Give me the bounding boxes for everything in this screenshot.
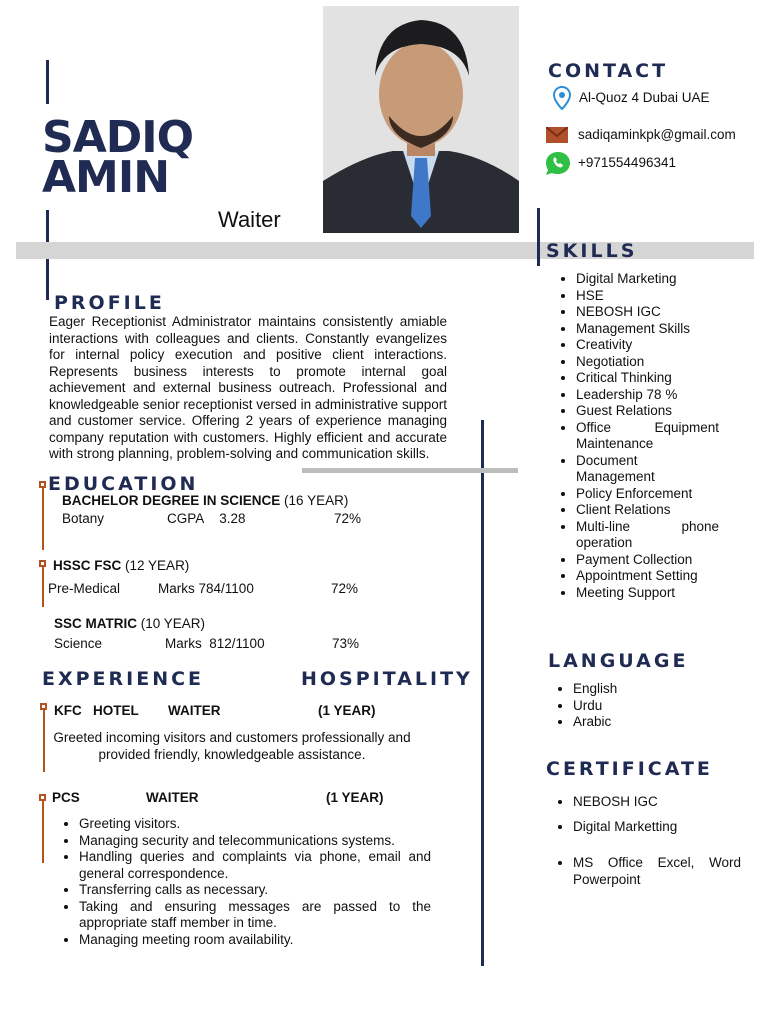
experience-timeline-marker bbox=[39, 794, 46, 801]
experience-heading: EXPERIENCE bbox=[42, 668, 205, 690]
degree-title: HSSC FSC bbox=[53, 558, 122, 573]
skill-item: • NEBOSH IGC bbox=[576, 304, 719, 321]
education-heading: EDUCATION bbox=[48, 473, 199, 495]
experience-timeline-marker bbox=[40, 703, 47, 710]
duty-item: • Handling queries and complaints via phone, email and general correspondence. bbox=[79, 849, 431, 882]
degree-years: (12 YEAR) bbox=[125, 558, 190, 573]
job-1-summary: Greeted incoming visitors and customers professionally and provided friendly, knowledgeable assistance. bbox=[53, 730, 411, 762]
language-item: • Urdu bbox=[573, 698, 703, 715]
certificate-item: • Digital Marketting bbox=[573, 819, 741, 836]
experience-timeline-line bbox=[42, 801, 44, 863]
duty-item: • Managing meeting room availability. bbox=[79, 932, 431, 949]
education-entry-1 bbox=[62, 493, 442, 510]
score-value: 812/1100 bbox=[209, 636, 265, 651]
skill-item: • Document Management bbox=[576, 453, 719, 486]
skill-item: • Negotiation bbox=[576, 354, 719, 371]
job-2-duties bbox=[59, 816, 431, 948]
skill-item: • Management Skills bbox=[576, 321, 719, 338]
whatsapp-icon bbox=[544, 150, 572, 176]
envelope-icon bbox=[546, 127, 568, 143]
duty-item: • Managing security and telecommunications systems. bbox=[79, 833, 431, 850]
skills-heading: SKILLS bbox=[546, 240, 638, 262]
language-heading: LANGUAGE bbox=[548, 650, 689, 672]
company-name: KFC bbox=[54, 703, 82, 718]
education-timeline-marker bbox=[39, 560, 46, 567]
language-list bbox=[553, 681, 703, 731]
score-value: 3.28 bbox=[219, 511, 246, 526]
job-2-duration: (1 YEAR) bbox=[326, 790, 384, 805]
education-score-2 bbox=[158, 581, 254, 598]
language-item: • Arabic bbox=[573, 714, 703, 731]
skill-item: • Guest Relations bbox=[576, 403, 719, 420]
skill-item: • Client Relations bbox=[576, 502, 719, 519]
skill-item: • Payment Collection bbox=[576, 552, 719, 569]
job-1-position: WAITER bbox=[168, 703, 221, 718]
degree-years: (10 YEAR) bbox=[140, 616, 206, 631]
person-portrait-icon bbox=[323, 6, 519, 233]
score-label: Marks bbox=[165, 636, 202, 651]
skill-item: • Appointment Setting bbox=[576, 568, 719, 585]
experience-timeline-line bbox=[43, 710, 45, 772]
hospitality-heading: HOSPITALITY bbox=[301, 668, 473, 690]
job-2-company: PCS bbox=[52, 790, 80, 805]
contact-address bbox=[553, 86, 710, 110]
score-label: CGPA bbox=[167, 511, 205, 526]
right-column-divider bbox=[537, 208, 540, 266]
job-1-duration: (1 YEAR) bbox=[318, 703, 376, 718]
job-1-company bbox=[54, 703, 139, 720]
duty-item: • Taking and ensuring messages are passed to the appropriate staff member in time. bbox=[79, 899, 431, 932]
education-score-1 bbox=[167, 511, 246, 528]
education-timeline-marker bbox=[39, 481, 46, 488]
profile-heading: PROFILE bbox=[54, 292, 165, 314]
job-2-position: WAITER bbox=[146, 790, 199, 805]
skills-list bbox=[556, 271, 719, 601]
score-value: 784/1100 bbox=[198, 581, 254, 596]
education-score-3 bbox=[165, 636, 265, 653]
email-text[interactable]: sadiqaminkpk@gmail.com bbox=[578, 127, 736, 142]
skill-item: • Critical Thinking bbox=[576, 370, 719, 387]
job-role: Waiter bbox=[218, 207, 281, 232]
skill-item: • Policy Enforcement bbox=[576, 486, 719, 503]
top-left-vertical-line bbox=[46, 60, 49, 104]
skill-item: • Office Equipment Maintenance bbox=[576, 420, 719, 453]
subject: Botany bbox=[62, 511, 105, 526]
skill-item: • Meeting Support bbox=[576, 585, 719, 602]
center-column-divider bbox=[481, 420, 484, 966]
skill-item: • Multi-line phone operation bbox=[576, 519, 719, 552]
certificate-heading: CERTIFICATE bbox=[546, 758, 713, 780]
certificate-item: • NEBOSH IGC bbox=[573, 794, 741, 811]
last-name: AMIN bbox=[42, 152, 170, 203]
education-pct-1: 72% bbox=[334, 511, 362, 526]
language-item: • English bbox=[573, 681, 703, 698]
duty-item: • Greeting visitors. bbox=[79, 816, 431, 833]
header-gray-band bbox=[16, 242, 754, 259]
degree-years: (16 YEAR) bbox=[284, 493, 349, 508]
education-timeline-line bbox=[42, 567, 44, 607]
skill-item: • Digital Marketing bbox=[576, 271, 719, 288]
education-row-1 bbox=[62, 511, 104, 528]
contact-heading: CONTACT bbox=[548, 60, 669, 82]
education-row-2: Pre-Medical bbox=[48, 581, 121, 596]
first-name: SADIQ bbox=[42, 112, 194, 163]
education-row-3: Science bbox=[54, 636, 103, 651]
skill-item: • Creativity bbox=[576, 337, 719, 354]
full-name bbox=[42, 112, 194, 203]
skill-item: • HSE bbox=[576, 288, 719, 305]
duty-item: • Transferring calls as necessary. bbox=[79, 882, 431, 899]
education-timeline-line bbox=[42, 488, 44, 550]
profile-photo bbox=[323, 6, 519, 233]
profile-underline bbox=[302, 468, 518, 473]
education-pct-2: 72% bbox=[331, 581, 359, 596]
contact-phone[interactable] bbox=[544, 150, 676, 176]
contact-email[interactable] bbox=[546, 127, 736, 144]
score-label: Marks bbox=[158, 581, 195, 596]
company-place: HOTEL bbox=[93, 703, 139, 718]
degree-title: SSC MATRIC bbox=[54, 616, 137, 631]
education-pct-3: 73% bbox=[332, 636, 360, 651]
profile-text: Eager Receptionist Administrator maintains consistently amiable interactions with colleagues and clients. Constantly evangelizes for internal policy execution and positive client interactions. Represents business interests to promote internal goal achievement and external business outreach. Professional and knowledgeable senior receptionist versed in administrative support and customer service. Offering 2 years of experience managing company reputation with customers. Highly efficient and accurate with strong planning, problem-solving and communication skills. bbox=[49, 314, 447, 461]
certificate-item: • MS Office Excel, Word Powerpoint bbox=[573, 855, 741, 888]
certificate-list bbox=[553, 794, 741, 888]
education-entry-3 bbox=[54, 616, 205, 633]
address-text: Al-Quoz 4 Dubai UAE bbox=[579, 89, 710, 105]
phone-text[interactable]: +971554496341 bbox=[578, 154, 676, 170]
education-entry-2 bbox=[53, 558, 189, 575]
degree-title: BACHELOR DEGREE IN SCIENCE bbox=[62, 493, 281, 508]
location-pin-icon bbox=[553, 86, 571, 110]
skill-item: • Leadership 78 % bbox=[576, 387, 719, 404]
